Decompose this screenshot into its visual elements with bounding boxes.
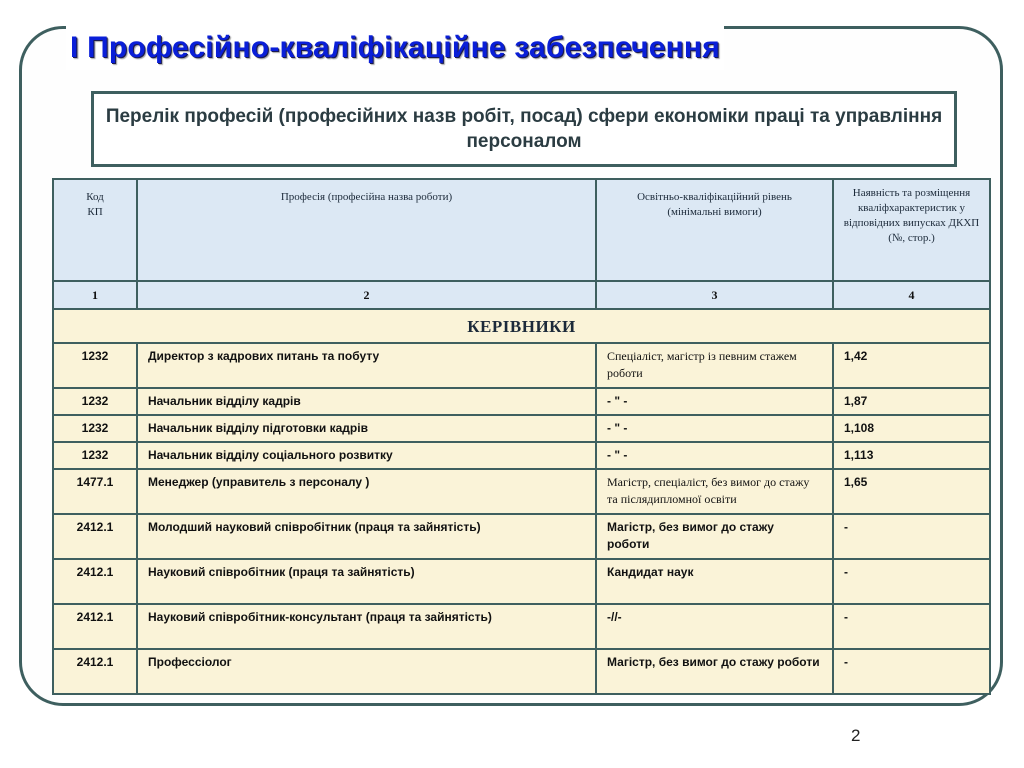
- table-row: [53, 442, 990, 469]
- table-row: [53, 559, 990, 604]
- professions-table: [52, 178, 991, 695]
- cell-reference: 1,65: [833, 469, 990, 514]
- cell-code: 2412.1: [53, 559, 137, 604]
- cell-profession: Начальник відділу підготовки кадрів: [137, 415, 596, 442]
- cell-level: Магістр, спеціаліст, без вимог до стажу та післядипломної освіти: [596, 469, 833, 514]
- table-row: [53, 514, 990, 559]
- cell-profession: Начальник відділу соціального розвитку: [137, 442, 596, 469]
- cell-profession: Профессіолог: [137, 649, 596, 694]
- cell-level: Магістр, без вимог до стажу роботи: [596, 514, 833, 559]
- table-row: [53, 469, 990, 514]
- cell-level: Спеціаліст, магістр із певним стажем роботи: [596, 343, 833, 388]
- column-number: 3: [596, 281, 833, 309]
- cell-reference: 1,87: [833, 388, 990, 415]
- table-row: [53, 343, 990, 388]
- cell-reference: 1,113: [833, 442, 990, 469]
- table-row: [53, 388, 990, 415]
- column-number-row: [53, 281, 990, 309]
- subtitle-box: [91, 91, 957, 167]
- cell-level: -//-: [596, 604, 833, 649]
- page-number: 2: [851, 726, 861, 745]
- cell-profession: Молодший науковий співробітник (праця та зайнятість): [137, 514, 596, 559]
- cell-code: 2412.1: [53, 649, 137, 694]
- section-row: [53, 309, 990, 343]
- cell-profession: Науковий співробітник-консультант (праця та зайнятість): [137, 604, 596, 649]
- cell-reference: -: [833, 604, 990, 649]
- column-number: 4: [833, 281, 990, 309]
- cell-code: 2412.1: [53, 604, 137, 649]
- cell-code: 1232: [53, 343, 137, 388]
- cell-level: - " -: [596, 388, 833, 415]
- cell-reference: -: [833, 649, 990, 694]
- table-row: [53, 415, 990, 442]
- cell-reference: -: [833, 514, 990, 559]
- cell-reference: 1,108: [833, 415, 990, 442]
- table-header-row: [53, 179, 990, 281]
- cell-level: - " -: [596, 442, 833, 469]
- cell-code: 1232: [53, 388, 137, 415]
- table-row: [53, 649, 990, 694]
- header-code: Код КП: [53, 179, 137, 281]
- header-reference: Наявність та розміщення кваліфхарактеристик у відповідних випусках ДКХП (№, стор.): [833, 179, 990, 281]
- cell-reference: 1,42: [833, 343, 990, 388]
- column-number: 1: [53, 281, 137, 309]
- section-heading: КЕРІВНИКИ: [53, 309, 990, 343]
- cell-profession: Менеджер (управитель з персоналу ): [137, 469, 596, 514]
- cell-code: 1232: [53, 442, 137, 469]
- slide-title: І Професійно-кваліфікаційне забезпечення: [66, 26, 724, 70]
- header-profession: Професія (професійна назва роботи): [137, 179, 596, 281]
- cell-level: Магістр, без вимог до стажу роботи: [596, 649, 833, 694]
- cell-code: 1232: [53, 415, 137, 442]
- cell-code: 1477.1: [53, 469, 137, 514]
- header-level: Освітньо-кваліфікаційний рівень (мінімальні вимоги): [596, 179, 833, 281]
- cell-level: Кандидат наук: [596, 559, 833, 604]
- column-number: 2: [137, 281, 596, 309]
- cell-reference: -: [833, 559, 990, 604]
- cell-profession: Науковий співробітник (праця та зайнятість): [137, 559, 596, 604]
- cell-profession: Начальник відділу кадрів: [137, 388, 596, 415]
- cell-profession: Директор з кадрових питань та побуту: [137, 343, 596, 388]
- cell-level: - " -: [596, 415, 833, 442]
- subtitle-text: Перелік професій (професійних назв робіт, посад) сфери економіки праці та управління персоналом: [105, 106, 943, 152]
- cell-code: 2412.1: [53, 514, 137, 559]
- table-row: [53, 604, 990, 649]
